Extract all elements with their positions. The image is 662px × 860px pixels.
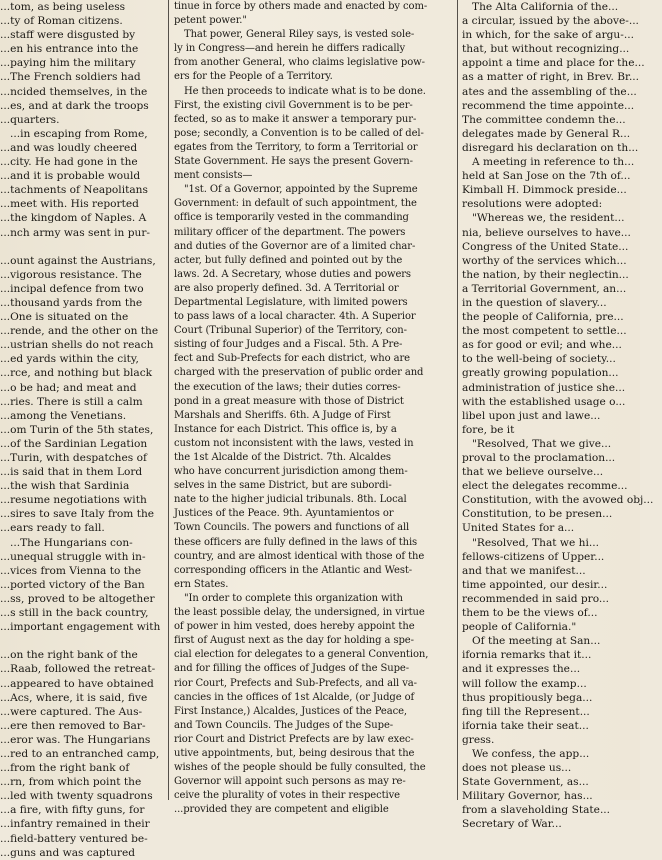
text-line: disregard his declaration on th... [462,141,639,154]
text-line: ...ed yards within the city, [0,353,139,366]
text-line: and Town Councils. The Judges of the Supe- [174,719,394,731]
text-line: people of California." [462,621,577,634]
text-line: delegates made by General R... [462,127,631,140]
text-line: fected, so as to make it answer a temporary pur- [174,113,417,125]
text-line: ...staff were disgusted by [0,29,136,42]
text-line: "1st. Of a Governor, appointed by the Supreme [184,184,418,196]
column-rule-right [457,0,458,800]
text-line: fellows-citizens of Upper... [462,550,605,563]
text-line: from another General, who claims legislative pow- [174,57,425,69]
text-line: cial election for delegates to a general Convention, [174,649,429,661]
text-line: to the well-being of society... [462,353,616,366]
text-line: from a slaveholding State... [462,804,611,817]
text-line: in the question of slavery... [462,296,607,309]
text-line: United States for a... [462,522,575,535]
text-line: ...field-battery ventured be- [0,832,148,845]
text-line: fing till the Represent... [462,705,590,718]
text-line: We confess, the app... [472,747,590,760]
text-line: proval to the proclamation... [462,452,616,464]
text-line: ...the wish that Sardinia [0,480,130,493]
text-line: ...a fire, with fifty guns, for [0,804,145,817]
text-line: "Resolved, That we hi... [472,536,599,549]
text-line: ...in escaping from Rome, [10,127,148,140]
text-line: ...on the right bank of the [0,649,138,662]
text-line: ...ty of Roman citizens. [0,15,123,28]
text-line: ...eror was. The Hungarians [0,733,151,746]
text-line: the people of California, pre... [462,311,624,324]
text-line: ...is said that in them Lord [0,466,143,479]
text-line: nia, believe ourselves to have... [462,226,631,239]
text-line: Departmental Legislature, with limited powers [174,296,408,308]
text-line: A meeting in reference to th... [472,156,635,169]
text-line: office is temporarily vested in the commanding [174,212,409,224]
text-line: the nation, by their neglectin... [462,268,629,281]
text-line: ...led with twenty squadrons [0,790,153,803]
column-rule-left [168,0,169,800]
text-line: and that we manifest... [462,564,586,577]
text-line: "Resolved, That we give... [472,437,612,450]
text-line: recommended in said pro... [462,592,610,605]
text-line: nate to the higher judicial tribunals. 8th. Local [174,494,407,506]
text-line: ...vices from Vienna to the [0,564,142,577]
text-line: Military Governor, has... [462,790,593,803]
text-line: State Government. He says the present Govern- [174,156,413,168]
text-line: ...tachments of Neapolitans [0,184,148,197]
text-line: ...among the Venetians. [0,409,127,422]
text-line: administration of justice she... [462,381,626,394]
text-line: ...provided they are competent and eligible [174,804,389,816]
text-line: a circular, issued by the above-... [462,15,639,28]
text-line: ...o be had; and meat and [0,381,137,394]
text-line: First, the existing civil Government is to be per- [174,99,413,111]
text-line: the most competent to settle... [462,325,627,338]
text-line: ...city. He had gone in the [0,156,138,169]
text-line: selves in the same District, but are subordi- [174,480,392,492]
text-line: utive appointments, but, being desirous that the [174,747,415,759]
text-line: acter, but fully defined and pointed out by the [174,254,403,266]
text-line: ...nch army was sent in pur- [0,226,150,239]
text-line: Government: in default of such appointment, the [174,198,417,210]
column-center [174,0,452,816]
text-line: ern States. [174,578,229,590]
text-line: ...resume negotiations with [0,494,147,507]
text-line: ...incipal defence from two [0,282,144,295]
text-line: military officer of the department. The powers [174,226,406,238]
text-line: these officers are fully defined in the laws of this [174,536,418,548]
text-line: ...rn, from which point the [0,776,142,789]
text-line: ifornia take their seat... [462,719,589,732]
text-line: petent power." [174,15,247,27]
text-line: that we believe ourselve... [462,466,604,479]
text-line: He then proceeds to indicate what is to be done. [184,85,426,97]
text-line: pond in a great measure with those of District [174,395,404,407]
text-line: that, but without recognizing... [462,43,630,56]
text-line: Secretary of War... [462,818,562,831]
text-line: ...ss, proved to be altogether [0,592,155,605]
text-line: ...important engagement with [0,621,161,634]
text-line: recommend the time appointe... [462,99,635,112]
text-line: ...rende, and the other on the [0,325,159,338]
text-line: greatly growing population... [462,367,619,380]
text-line: and duties of the Governor are of a limited char- [174,240,416,252]
text-line: them to be the views of... [462,607,598,620]
text-line: custom not inconsistent with the laws, vested in [174,437,414,449]
text-line: ...Turin, with despatches of [0,452,147,464]
text-line: Congress of the United State... [462,240,629,253]
text-line: rior Court, Prefects and Sub-Prefects, and all va- [174,677,417,689]
text-line: ...and it is probable would [0,170,141,183]
text-line: ...ere then removed to Bar- [0,719,146,732]
text-line: ceive the plurality of votes in their respective [174,790,400,802]
text-line: ly in Congress—and herein he differs radically [174,43,406,55]
text-line: ...guns and was captured [0,846,136,859]
text-line: ...were captured. The Aus- [0,705,143,718]
text-line: the execution of the laws; their duties corres- [174,381,401,393]
text-line: fect and Sub-Prefects for each district, who are [174,353,410,365]
column-right [462,0,662,831]
text-line: thus propitiously bega... [462,691,593,704]
text-line: Town Councils. The powers and functions of all [174,522,410,534]
text-line: ...Raab, followed the retreat- [0,663,156,676]
text-line: Court (Tribunal Superior) of the Territory, con- [174,325,407,337]
text-line: who have concurrent jurisdiction among them- [174,466,408,478]
text-line: ...and was loudly cheered [0,141,138,154]
text-line: Constitution, to be presen... [462,508,613,521]
text-line: Constitution, with the avowed obj... [462,494,654,507]
text-line: ...paying him the military [0,57,136,70]
text-line: "Whereas we, the resident... [472,212,625,225]
text-line: laws. 2d. A Secretary, whose duties and powers [174,268,411,280]
text-line: ...meet with. His reported [0,198,139,211]
text-line: held at San Jose on the 7th of... [462,170,631,183]
text-line: elect the delegates recomme... [462,480,628,493]
text-line [0,240,164,254]
text-line: rior Court and District Prefects are by law exec- [174,733,414,745]
text-line: ...The Hungarians con- [10,536,133,549]
text-line: ers for the People of a Territory. [174,71,333,83]
text-line: to pass laws of a local character. 4th. A Superior [174,311,416,323]
text-line: The Alta California of the... [472,1,619,13]
text-line: ...es, and at dark the troops [0,99,149,112]
text-line: egates from the Territory, to form a Territorial or [174,141,418,153]
text-line: ...infantry remained in their [0,818,150,831]
text-line: gress. [462,733,495,746]
text-line: resolutions were adopted: [462,198,603,211]
text-line [0,634,164,648]
text-line: ...ported victory of the Ban [0,578,145,591]
text-line: Of the meeting at San... [472,635,601,648]
text-line: ...appeared to have obtained [0,677,154,690]
text-line: ...ears ready to fall. [0,522,105,535]
text-line: ates and the assembling of the... [462,85,637,98]
text-line: ...om Turin of the 5th states, [0,423,154,436]
text-line: ifornia remarks that it... [462,649,592,662]
text-line: "In order to complete this organization with [184,592,403,604]
text-line: State Government, as... [462,776,589,789]
text-line: ...en his entrance into the [0,43,139,56]
text-line: will follow the examp... [462,677,587,690]
text-line: ...of the Sardinian Legation [0,437,148,450]
text-line: ...rce, and nothing but black [0,367,153,380]
text-line: as for good or evil; and whe... [462,339,622,352]
text-line: ...vigorous resistance. The [0,268,142,281]
text-line: country, and are almost identical with those of the [174,550,425,562]
text-line: ...red to an entranched camp, [0,747,160,760]
text-line: appoint a time and place for the... [462,57,645,70]
text-line: Kimball H. Dimmock preside... [462,184,627,197]
text-line: and it expresses the... [462,663,581,676]
text-line: ...The French soldiers had [0,71,141,84]
text-line: in which, for the sake of argu-... [462,29,634,42]
text-line: ...ries. There is still a calm [0,395,143,408]
text-line: first of August next as the day for holding a spe- [174,635,414,647]
text-line: with the established usage o... [462,395,626,408]
text-line: ...the kingdom of Naples. A [0,212,147,225]
text-line: ...sires to save Italy from the [0,508,155,521]
text-line: First Instance,) Alcaldes, Justices of the Peace, [174,705,407,717]
text-line: pose; secondly, a Convention is to be called of del- [174,127,424,139]
text-line: time appointed, our desir... [462,578,608,591]
text-line: ...ustrian shells do not reach [0,339,154,352]
text-line: Justices of the Peace. 9th. Ayuntamientos or [174,508,394,520]
text-line: ...from the right bank of [0,762,130,775]
text-line: ...quarters. [0,113,60,126]
text-line: tinue in force by others made and enacted by com- [174,1,428,12]
text-line: ...ount against the Austrians, [0,254,156,267]
text-line: libel upon just and lawe... [462,409,601,422]
text-line: ...s still in the back country, [0,607,149,620]
text-line: Instance for each District. This office is, by a [174,423,397,435]
text-line: charged with the preservation of public order and [174,367,424,379]
text-line: worthy of the services which... [462,254,627,267]
text-line: does not please us... [462,762,572,775]
text-line: a Territorial Government, an... [462,282,627,295]
text-line: as a matter of right, in Brev. Br... [462,71,640,84]
text-line: That power, General Riley says, is vested sole- [184,29,415,41]
text-line: of power in him vested, does hereby appoint the [174,621,415,633]
text-line: fore, be it [462,423,515,436]
text-line: are also properly defined. 3d. A Territorial or [174,282,399,294]
column-left [0,0,164,859]
text-line: the 1st Alcalde of the District. 7th. Alcaldes [174,452,391,463]
text-line: ...One is situated on the [0,311,129,324]
text-line: Governor will appoint such persons as may re- [174,776,406,788]
text-line: corresponding officers in the Atlantic and West- [174,564,413,576]
text-line: The committee condemn the... [462,113,626,126]
text-line: the least possible delay, the undersigned, in virtue [174,607,425,619]
text-line: ment consists— [174,170,253,182]
text-line: ...tom, as being useless [0,1,126,13]
text-line: ...unequal struggle with in- [0,550,146,563]
text-line: ...thousand yards from the [0,296,143,309]
text-line: ...ncided themselves, in the [0,85,148,98]
text-line: wishes of the people should be fully consulted, the [174,762,426,774]
text-line: ...Acs, where, it is said, five [0,691,148,704]
text-line: sisting of four Judges and a Fiscal. 5th. A Pre- [174,339,403,351]
text-line: Marshals and Sheriffs. 6th. A Judge of First [174,409,391,421]
text-line: cancies in the offices of 1st Alcalde, (or Judge of [174,691,415,703]
text-line: and for filling the offices of Judges of the Supe- [174,663,410,675]
